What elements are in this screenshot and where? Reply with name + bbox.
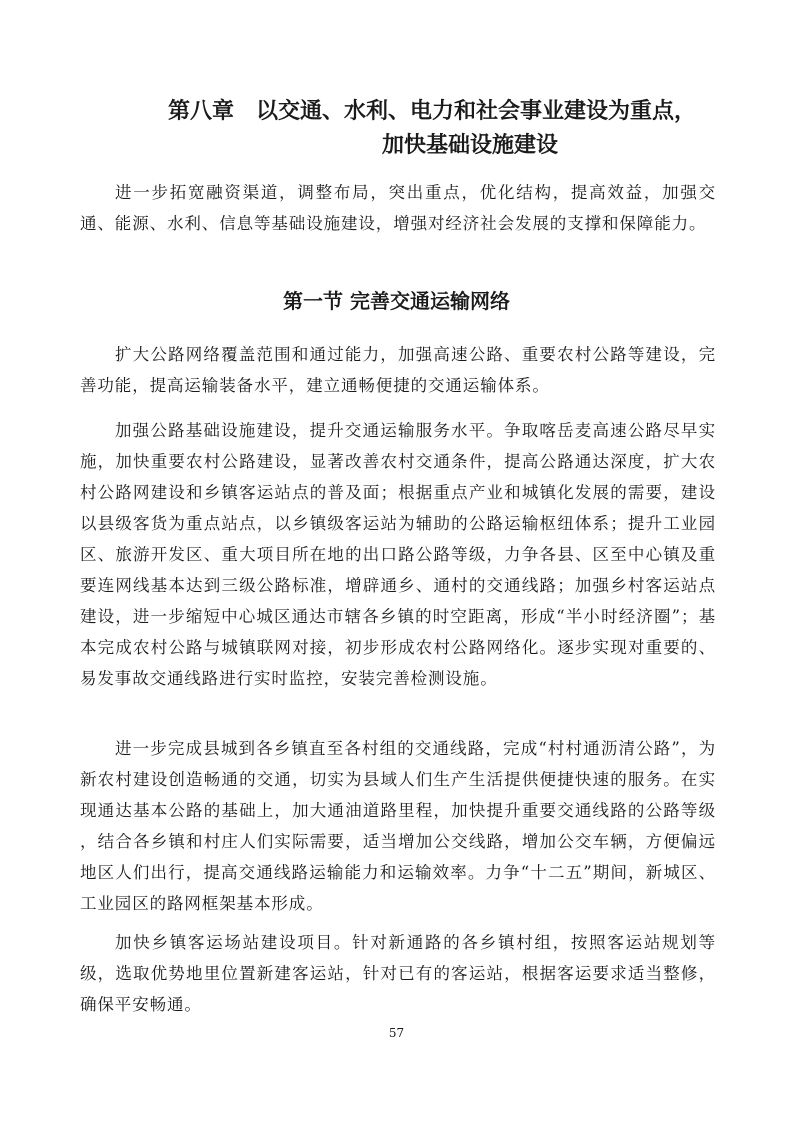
page-number: 57 (388, 1026, 405, 1040)
chapter-title-line-2: 加快基础设施建设 (382, 133, 559, 158)
section-paragraph-3: 进一步完成县城到各乡镇直至各村组的交通线路，完成“村村通沥清公路”，为新农村建设创造畅通的交通，切实为县域人们生产生活提供便捷快速的服务。在实现通达基本公路的基础上，加大通油道路里程，加快提升重要交通线路的公路等级 ，结合各乡镇和村庄人们实际需要，适当增加公交线路，增加公交车辆，方便偏远地区人们出行，提高交通线路运输能力和运输效率。力争“十二五”期间，新城区、工业园区的路网框架基本形成。 (80, 739, 716, 913)
section-paragraph-2: 加强公路基础设施建设，提升交通运输服务水平。争取喀岳麦高速公路尽早实施，加快重要农村公路建设，显著改善农村交通条件，提高公路通达深度，扩大农村公路网建设和乡镇客运站点的普及面；根据重点产业和城镇化发展的需要，建设以县级客货为重点站点，以乡镇级客运站为辅助的公路运输枢纽体系；提升工业园区、旅游开发区、重大项目所在地的出口路公路等级，力争各县、区至中心镇及重要连网线基本达到三级公路标准，增辟通乡、通村的交通线路；加强乡村客运站点建设，进一步缩短中心城区通达市辖各乡镇的时空距离，形成“半小时经济圈”；基本完成农村公路与城镇联网对接，初步形成农村公路网络化。逐步实现对重要的、易发事故交通线路进行实时监控，安装完善检测设施。 (80, 421, 716, 688)
section-paragraph-1: 扩大公路网络覆盖范围和通过能力，加强高速公路、重要农村公路等建设，完善功能，提高运输装备水平，建立通畅便捷的交通运输体系。 (80, 345, 716, 395)
section-paragraph-4: 加快乡镇客运场站建设项目。针对新通路的各乡镇村组，按照客运站规划等级，选取优势地里位置新建客运站，针对已有的客运站，根据客运要求适当整修，确保平安畅通。 (80, 933, 716, 1014)
chapter-intro-paragraph: 进一步拓宽融资渠道，调整布局，突出重点，优化结构，提高效益，加强交通、能源、水利、信息等基础设施建设，增强对经济社会发展的支撑和保障能力。 (80, 183, 716, 233)
chapter-title-line-1: 第八章 以交通、水利、电力和社会事业建设为重点， (168, 99, 697, 124)
section-title: 第一节 完善交通运输网络 (283, 289, 510, 313)
